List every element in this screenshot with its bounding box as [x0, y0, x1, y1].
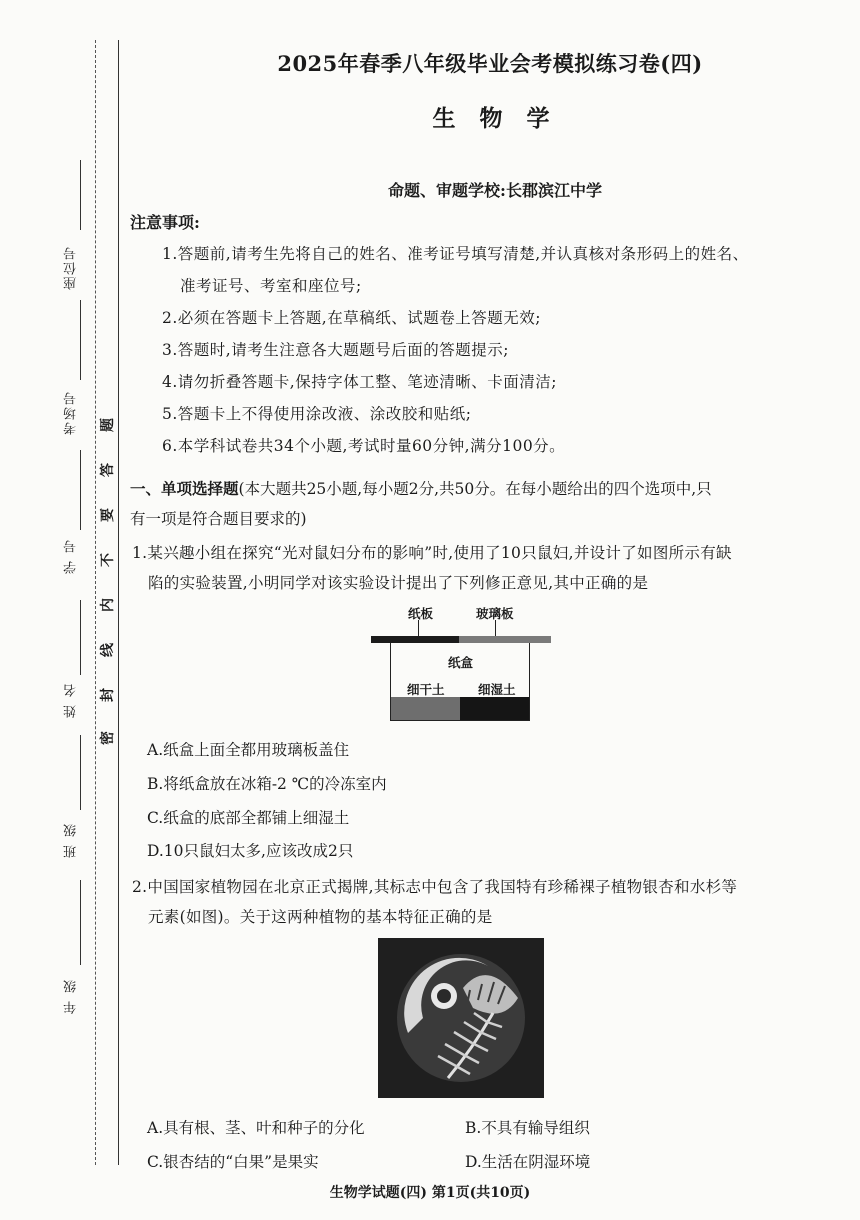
dry-soil-fill: [391, 697, 460, 720]
grade-label: 年 级: [64, 978, 79, 1015]
botanical-garden-logo: [378, 938, 544, 1098]
page-footer: 生物学试题(四) 第1页(共10页): [329, 1185, 531, 1201]
notice-item: 准考证号、考室和座位号;: [180, 277, 362, 295]
class-label: 班 级: [64, 822, 79, 859]
seal-char: 密: [100, 731, 116, 745]
notice-item: 1.答题前,请考生先将自己的姓名、准考证号填写清楚,并认真核对条形码上的姓名、: [162, 245, 749, 263]
student-no-label: 学 号: [64, 538, 79, 575]
school-line: 命题、审题学校:长郡滨江中学: [388, 181, 602, 200]
name-blank: [80, 600, 81, 675]
label-wet-soil: 细湿土: [478, 682, 516, 697]
question-1-line1: 1.某兴趣小组在探究“光对鼠妇分布的影响”时,使用了10只鼠妇,并设计了如图所示有缺: [132, 544, 732, 562]
notice-item: 6.本学科试卷共34个小题,考试时量60分钟,满分100分。: [162, 437, 566, 455]
notice-item: 2.必须在答题卡上答题,在草稿纸、试题卷上答题无效;: [162, 309, 541, 327]
question-2-line1: 2.中国国家植物园在北京正式揭牌,其标志中包含了我国特有珍稀裸子植物银杏和水杉等: [132, 878, 738, 896]
exam-room-blank: [80, 300, 81, 380]
binding-solid-line: [118, 40, 119, 1165]
section-title: 一、单项选择题: [130, 479, 239, 498]
label-paperboard: 纸板: [408, 606, 434, 621]
seat-blank: [80, 160, 81, 230]
pointer-line: [495, 620, 496, 636]
question-2-line2: 元素(如图)。关于这两种植物的基本特征正确的是: [148, 908, 493, 926]
notice-heading: 注意事项:: [130, 213, 200, 232]
seal-char: 线: [100, 643, 116, 657]
seat-label: 座位号: [64, 245, 79, 290]
paperboard-cover: [371, 636, 459, 643]
section-desc: (本大题共25小题,每小题2分,共50分。在每小题给出的四个选项中,只: [238, 480, 712, 498]
q1-option-a: A.纸盒上面全都用玻璃板盖住: [147, 741, 350, 759]
question-1-line2: 陷的实验装置,小明同学对该实验设计提出了下列修正意见,其中正确的是: [148, 574, 649, 592]
exam-room-label: 考场号: [64, 390, 79, 435]
label-glass: 玻璃板: [476, 606, 514, 621]
seal-char: 封: [100, 688, 116, 702]
seal-char: 不: [100, 553, 116, 567]
student-no-blank: [80, 450, 81, 530]
grade-blank: [80, 880, 81, 965]
label-dry-soil: 细干土: [407, 682, 445, 697]
section-heading: [130, 474, 840, 534]
name-label: 姓 名: [64, 682, 79, 719]
wet-soil-fill: [460, 697, 529, 720]
q2-option-b: B.不具有输导组织: [465, 1119, 590, 1137]
q1-option-c: C.纸盒的底部全都铺上细湿土: [147, 809, 350, 827]
pointer-line: [418, 620, 419, 636]
notice-item: 3.答题时,请考生注意各大题题号后面的答题提示;: [162, 341, 509, 359]
subject-title: 生 物 学: [432, 105, 558, 132]
ginkgo-metasequoia-emblem: [378, 938, 544, 1098]
seal-char: 要: [100, 508, 116, 522]
label-box: 纸盒: [448, 655, 474, 670]
q2-option-c: C.银杏结的“白果”是果实: [147, 1153, 319, 1171]
notice-item: 4.请勿折叠答题卡,保持字体工整、笔迹清晰、卡面清洁;: [162, 373, 557, 391]
question-2: [132, 872, 840, 932]
seal-char: 内: [100, 598, 116, 612]
exam-title: 2025年春季八年级毕业会考模拟练习卷(四): [277, 51, 703, 76]
section-desc-cont: 有一项是符合题目要求的): [130, 510, 307, 528]
notice-item: 5.答题卡上不得使用涂改液、涂改胶和贴纸;: [162, 405, 472, 423]
seal-char: 答: [100, 463, 116, 477]
q2-option-a: A.具有根、茎、叶和种子的分化: [147, 1119, 365, 1137]
q1-option-b: B.将纸盒放在冰箱-2 ℃的冷冻室内: [147, 775, 387, 793]
q2-option-d: D.生活在阴湿环境: [465, 1153, 591, 1171]
question-1: [132, 538, 840, 598]
binding-dashed-line: [95, 40, 96, 1165]
glass-cover: [459, 636, 551, 643]
seal-char: 题: [100, 418, 116, 432]
class-blank: [80, 735, 81, 810]
q1-option-d: D.10只鼠妇太多,应该改成2只: [147, 842, 354, 860]
